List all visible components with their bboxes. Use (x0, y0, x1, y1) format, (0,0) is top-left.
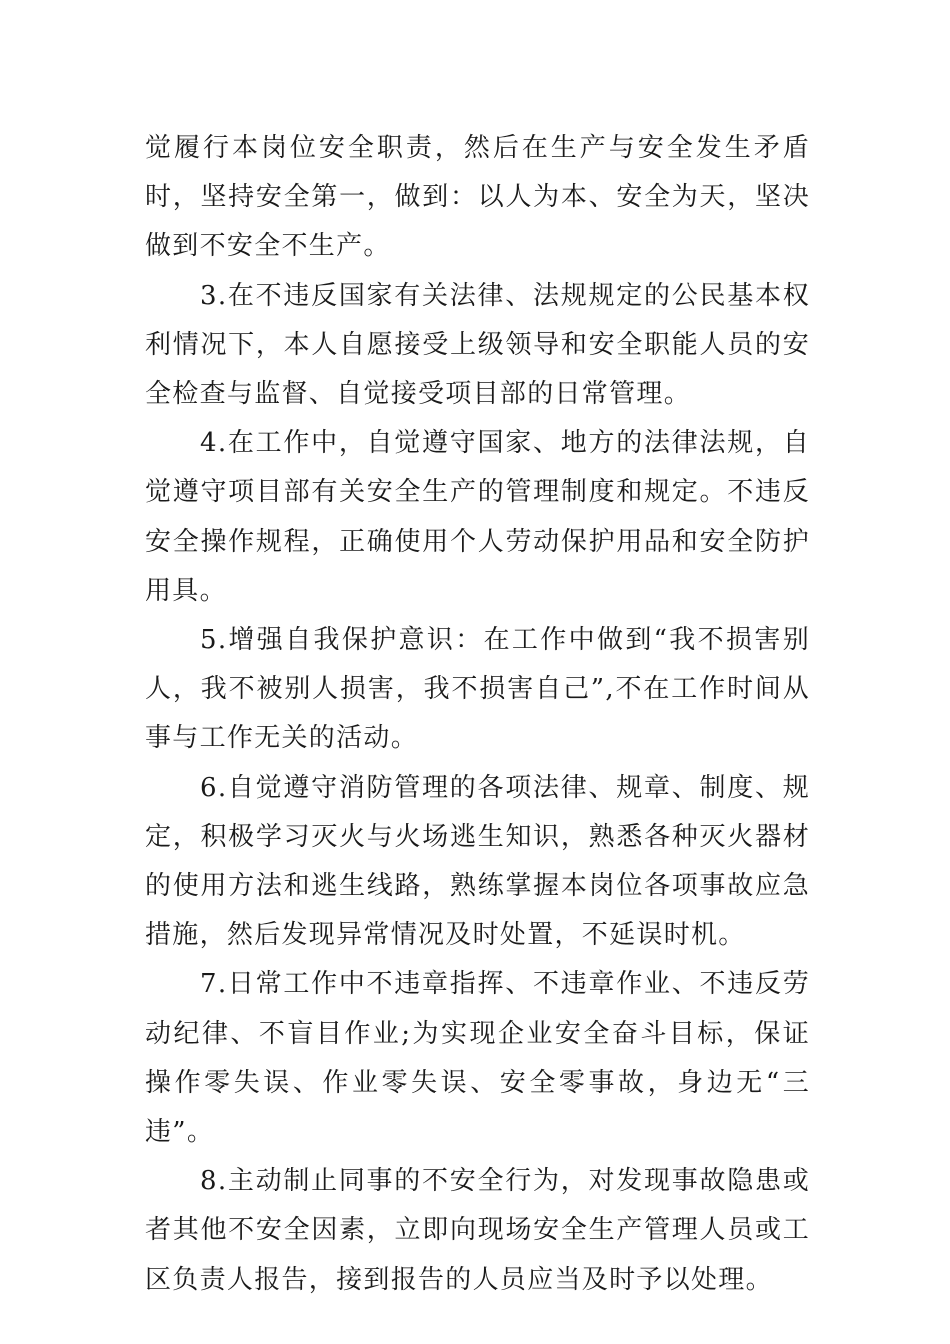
paragraph-item-3: 3.在不违反国家有关法律、法规规定的公民基本权利情况下，本人自愿接受上级领导和安全职能人员的安全检查与监督、自觉接受项目部的日常管理。 (145, 280, 810, 410)
document-body (145, 124, 810, 1305)
paragraph-item-7: 7.日常工作中不违章指挥、不违章作业、不违反劳动纪律、不盲目作业;为实现企业安全奋斗目标，保证操作零失误、作业零失误、安全零事故，身边无“三违”。 (145, 969, 810, 1148)
paragraph-continuation: 觉履行本岗位安全职责，然后在生产与安全发生矛盾时，坚持安全第一，做到：以人为本、安全为天，坚决做到不安全不生产。 (145, 133, 810, 262)
paragraph-item-4: 4.在工作中，自觉遵守国家、地方的法律法规，自觉遵守项目部有关安全生产的管理制度和规定。不违反安全操作规程，正确使用个人劳动保护用品和安全防护用具。 (145, 428, 810, 606)
paragraph-item-8: 8.主动制止同事的不安全行为，对发现事故隐患或者其他不安全因素，立即向现场安全生产管理人员或工区负责人报告，接到报告的人员应当及时予以处理。 (145, 1166, 810, 1295)
paragraph-item-6: 6.自觉遵守消防管理的各项法律、规章、制度、规定，积极学习灭火与火场逃生知识，熟悉各种灭火器材的使用方法和逃生线路，熟练掌握本岗位各项事故应急措施，然后发现异常情况及时处置，不延误时机。 (145, 772, 810, 951)
paragraph-item-5: 5.增强自我保护意识：在工作中做到“我不损害别人，我不被别人损害，我不损害自己”,不在工作时间从事与工作无关的活动。 (145, 625, 810, 754)
